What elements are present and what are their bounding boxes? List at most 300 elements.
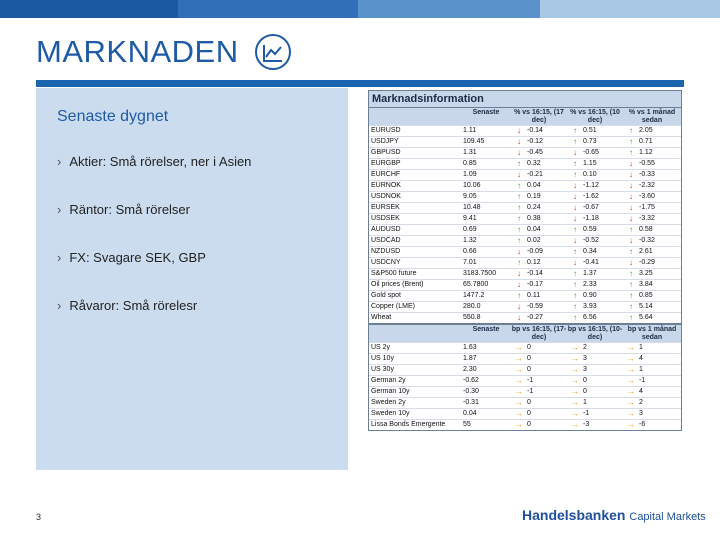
change-value: 0.19 — [527, 193, 541, 200]
latest-value: 1.87 — [463, 355, 477, 362]
arrow-up-icon: ↑ — [629, 302, 633, 311]
arrow-down-icon: ↓ — [517, 126, 521, 135]
latest-value: 280.0 — [463, 303, 481, 310]
arrow-down-icon: ↓ — [573, 236, 577, 245]
column-header — [369, 325, 461, 342]
change-cell — [567, 203, 623, 213]
instrument-name: Sweden 10y — [371, 410, 410, 417]
arrow-flat-icon: → — [627, 365, 635, 374]
change-value: 3.93 — [583, 303, 597, 310]
change-value: 0.32 — [527, 160, 541, 167]
change-value: 3.25 — [639, 270, 653, 277]
latest-value: 9.41 — [463, 215, 477, 222]
latest-value: -0.31 — [463, 399, 479, 406]
table-row — [369, 268, 681, 279]
latest-value: -0.62 — [463, 377, 479, 384]
change-value: 4 — [639, 388, 643, 395]
arrow-flat-icon: → — [515, 409, 523, 418]
column-header: bp vs 16:15, (17-dec) — [511, 326, 567, 341]
change-value: -0.65 — [583, 149, 599, 156]
latest-value: 1.32 — [463, 237, 477, 244]
arrow-flat-icon: → — [571, 365, 579, 374]
arrow-flat-icon: → — [571, 343, 579, 352]
arrow-flat-icon: → — [627, 354, 635, 363]
change-value: 1.12 — [639, 149, 653, 156]
latest-value: 0.66 — [463, 248, 477, 255]
change-value: 2 — [583, 344, 587, 351]
change-value: -2.32 — [639, 182, 655, 189]
change-value: -0.55 — [639, 160, 655, 167]
change-cell — [623, 258, 681, 268]
change-cell — [567, 387, 623, 397]
change-value: -0.32 — [639, 237, 655, 244]
arrow-up-icon: ↑ — [517, 236, 521, 245]
table-row — [369, 147, 681, 158]
change-value: 0 — [527, 355, 531, 362]
change-cell — [511, 225, 567, 235]
instrument-name: EURSEK — [371, 204, 400, 211]
top-bar-segment-3 — [358, 0, 540, 18]
change-value: -0.67 — [583, 204, 599, 211]
change-value: -0.41 — [583, 259, 599, 266]
change-cell — [511, 137, 567, 147]
table-row — [369, 224, 681, 235]
arrow-flat-icon: → — [571, 376, 579, 385]
change-value: 0 — [527, 399, 531, 406]
change-cell — [567, 365, 623, 375]
latest-value: 1.09 — [463, 171, 477, 178]
change-value: 5.14 — [639, 303, 653, 310]
change-cell — [511, 387, 567, 397]
arrow-down-icon: ↓ — [573, 192, 577, 201]
change-value: -0.33 — [639, 171, 655, 178]
table-row — [369, 191, 681, 202]
change-cell — [567, 376, 623, 386]
change-value: -6 — [639, 421, 646, 428]
arrow-up-icon: ↑ — [629, 126, 633, 135]
change-value: 3 — [583, 366, 587, 373]
change-value: 2.33 — [583, 281, 597, 288]
change-cell — [511, 258, 567, 268]
change-cell — [623, 159, 681, 169]
instrument-name: USDCAD — [371, 237, 401, 244]
change-cell — [511, 280, 567, 290]
table-row — [369, 125, 681, 136]
change-cell — [567, 354, 623, 364]
arrow-down-icon: ↓ — [517, 313, 521, 322]
arrow-flat-icon: → — [627, 387, 635, 396]
change-cell — [623, 269, 681, 279]
instrument-name: USDNOK — [371, 193, 401, 200]
change-cell — [567, 291, 623, 301]
change-value: -0.59 — [527, 303, 543, 310]
table-row — [369, 342, 681, 353]
change-cell — [511, 269, 567, 279]
handelsbanken-logo — [522, 507, 706, 523]
arrow-up-icon: ↑ — [573, 247, 577, 256]
arrow-up-icon: ↑ — [517, 214, 521, 223]
instrument-name: EURGBP — [371, 160, 401, 167]
change-value: -0.29 — [639, 259, 655, 266]
change-value: -1.62 — [583, 193, 599, 200]
change-value: 0 — [527, 421, 531, 428]
change-value: 1.37 — [583, 270, 597, 277]
change-cell — [623, 236, 681, 246]
table-row — [369, 202, 681, 213]
change-cell — [511, 203, 567, 213]
change-cell — [623, 225, 681, 235]
latest-value: -0.30 — [463, 388, 479, 395]
change-value: -0.09 — [527, 248, 543, 255]
change-cell — [567, 225, 623, 235]
change-cell — [511, 313, 567, 323]
latest-value: 1.63 — [463, 344, 477, 351]
change-cell — [623, 387, 681, 397]
arrow-up-icon: ↑ — [573, 159, 577, 168]
table-row — [369, 375, 681, 386]
table-row — [369, 386, 681, 397]
chevron-right-icon: › — [57, 298, 62, 313]
change-value: -1 — [639, 377, 646, 384]
arrow-flat-icon: → — [627, 409, 635, 418]
arrow-flat-icon: → — [571, 387, 579, 396]
change-cell — [623, 291, 681, 301]
arrow-up-icon: ↑ — [629, 313, 633, 322]
change-cell — [567, 137, 623, 147]
logo-sub: Capital Markets — [629, 511, 706, 523]
change-value: 0.90 — [583, 292, 597, 299]
latest-value: 1.31 — [463, 149, 477, 156]
column-header: % vs 16:15, (17 dec) — [514, 109, 564, 124]
table-row — [369, 246, 681, 257]
instrument-name: S&P500 future — [371, 270, 417, 277]
arrow-flat-icon: → — [571, 409, 579, 418]
column-header: Senaste — [472, 326, 500, 333]
change-cell — [623, 170, 681, 180]
column-header: bp vs 16:15, (10-dec) — [567, 326, 623, 341]
instrument-name: US 30y — [371, 366, 394, 373]
bullet-text: Aktier: Små rörelser, ner i Asien — [69, 154, 252, 169]
change-cell — [623, 398, 681, 408]
arrow-down-icon: ↓ — [629, 258, 633, 267]
change-value: 0.02 — [527, 237, 541, 244]
arrow-down-icon: ↓ — [517, 302, 521, 311]
arrow-up-icon: ↑ — [517, 291, 521, 300]
change-value: 0 — [583, 388, 587, 395]
arrow-down-icon: ↓ — [573, 214, 577, 223]
latest-value: 109.45 — [463, 138, 485, 145]
change-value: 6.56 — [583, 314, 597, 321]
arrow-up-icon: ↑ — [629, 247, 633, 256]
arrow-down-icon: ↓ — [517, 280, 521, 289]
arrow-down-icon: ↓ — [629, 181, 633, 190]
instrument-name: USDCNY — [371, 259, 401, 266]
arrow-up-icon: ↑ — [573, 291, 577, 300]
table-row — [369, 257, 681, 268]
change-value: 0 — [583, 377, 587, 384]
column-header: % vs 16:15, (10 dec) — [570, 109, 620, 124]
arrow-down-icon: ↓ — [573, 181, 577, 190]
table-row — [369, 235, 681, 246]
arrow-down-icon: ↓ — [517, 137, 521, 146]
column-header: % vs 1 månad sedan — [628, 109, 676, 124]
change-cell — [511, 148, 567, 158]
bullet-item — [57, 154, 251, 202]
change-cell — [567, 170, 623, 180]
change-cell — [623, 203, 681, 213]
change-value: 1 — [639, 344, 643, 351]
arrow-down-icon: ↓ — [629, 236, 633, 245]
change-cell — [623, 354, 681, 364]
change-cell — [511, 354, 567, 364]
summary-panel — [36, 88, 348, 470]
change-value: 0.11 — [527, 292, 541, 299]
change-cell — [511, 343, 567, 353]
arrow-up-icon: ↑ — [573, 225, 577, 234]
latest-value: 1477.2 — [463, 292, 485, 299]
change-value: -0.12 — [527, 138, 543, 145]
latest-value: 3183.7500 — [463, 270, 497, 277]
bullet-text: FX: Svagare SEK, GBP — [69, 250, 206, 265]
change-value: 0.58 — [639, 226, 653, 233]
change-value: -0.17 — [527, 281, 543, 288]
latest-value: 2.30 — [463, 366, 477, 373]
change-cell — [511, 192, 567, 202]
change-value: -0.45 — [527, 149, 543, 156]
arrow-up-icon: ↑ — [629, 137, 633, 146]
arrow-flat-icon: → — [627, 343, 635, 352]
latest-value: 550.8 — [463, 314, 481, 321]
arrow-flat-icon: → — [571, 420, 579, 429]
change-value: 0.51 — [583, 127, 597, 134]
change-value: 0.73 — [583, 138, 597, 145]
instrument-name: Oil prices (Brent) — [371, 281, 424, 288]
instrument-name: Wheat — [371, 314, 392, 321]
change-value: 0.04 — [527, 182, 541, 189]
table-header-row — [369, 323, 681, 342]
arrow-flat-icon: → — [571, 354, 579, 363]
page-number: 3 — [36, 512, 42, 522]
change-value: 4 — [639, 355, 643, 362]
arrow-up-icon: ↑ — [517, 181, 521, 190]
latest-value: 9.05 — [463, 193, 477, 200]
change-value: 0 — [527, 366, 531, 373]
arrow-flat-icon: → — [515, 387, 523, 396]
change-cell — [511, 214, 567, 224]
instrument-name: USDSEK — [371, 215, 400, 222]
change-value: 0.24 — [527, 204, 541, 211]
page-title: MARKNADEN — [36, 34, 239, 69]
change-value: 1 — [639, 366, 643, 373]
change-cell — [567, 214, 623, 224]
change-value: -3.60 — [639, 193, 655, 200]
instrument-name: EURCHF — [371, 171, 401, 178]
instrument-name: Copper (LME) — [371, 303, 415, 310]
arrow-down-icon: ↓ — [629, 214, 633, 223]
change-value: -3 — [583, 421, 590, 428]
arrow-up-icon: ↑ — [573, 280, 577, 289]
change-value: 0.04 — [527, 226, 541, 233]
arrow-up-icon: ↑ — [573, 302, 577, 311]
change-cell — [623, 247, 681, 257]
change-value: -3.32 — [639, 215, 655, 222]
latest-value: 0.85 — [463, 160, 477, 167]
change-value: 0.38 — [527, 215, 541, 222]
change-cell — [623, 420, 681, 430]
summary-bullets — [57, 154, 251, 346]
arrow-flat-icon: → — [627, 420, 635, 429]
arrow-up-icon: ↑ — [573, 137, 577, 146]
change-value: 5.64 — [639, 314, 653, 321]
column-header: bp vs 1 månad sedan — [627, 326, 677, 341]
change-value: 3.84 — [639, 281, 653, 288]
instrument-name: Lissa Bonds Emergente — [371, 421, 446, 428]
instrument-name: NZDUSD — [371, 248, 401, 255]
top-bar-segment-2 — [178, 0, 358, 18]
bullet-text: Råvaror: Små rörelesr — [69, 298, 198, 313]
change-cell — [511, 409, 567, 419]
title-area — [36, 32, 293, 72]
change-cell — [567, 420, 623, 430]
arrow-flat-icon: → — [515, 420, 523, 429]
change-cell — [623, 280, 681, 290]
change-cell — [511, 302, 567, 312]
arrow-up-icon: ↑ — [517, 203, 521, 212]
change-cell — [623, 137, 681, 147]
arrow-flat-icon: → — [627, 398, 635, 407]
change-value: -0.21 — [527, 171, 543, 178]
instrument-name: USDJPY — [371, 138, 399, 145]
instrument-name: Gold spot — [371, 292, 401, 299]
arrow-up-icon: ↑ — [573, 170, 577, 179]
arrow-flat-icon: → — [515, 398, 523, 407]
arrow-flat-icon: → — [515, 376, 523, 385]
chevron-right-icon: › — [57, 154, 62, 169]
arrow-down-icon: ↓ — [517, 148, 521, 157]
change-cell — [511, 181, 567, 191]
change-cell — [623, 343, 681, 353]
arrow-down-icon: ↓ — [573, 203, 577, 212]
change-cell — [623, 214, 681, 224]
bullet-item — [57, 202, 251, 250]
latest-value: 7.01 — [463, 259, 477, 266]
arrow-up-icon: ↑ — [629, 291, 633, 300]
arrow-up-icon: ↑ — [517, 225, 521, 234]
arrow-down-icon: ↓ — [573, 148, 577, 157]
top-bar-segment-1 — [0, 0, 178, 18]
table-row — [369, 136, 681, 147]
table-row — [369, 397, 681, 408]
change-value: 1 — [583, 399, 587, 406]
change-value: 0.85 — [639, 292, 653, 299]
arrow-up-icon: ↑ — [629, 225, 633, 234]
change-cell — [511, 398, 567, 408]
change-cell — [623, 409, 681, 419]
arrow-flat-icon: → — [515, 365, 523, 374]
market-info-title: Marknadsinformation — [369, 91, 681, 107]
table-row — [369, 364, 681, 375]
change-cell — [567, 313, 623, 323]
arrow-up-icon: ↑ — [573, 313, 577, 322]
table-row — [369, 158, 681, 169]
change-value: 0.34 — [583, 248, 597, 255]
arrow-up-icon: ↑ — [629, 280, 633, 289]
arrow-down-icon: ↓ — [573, 258, 577, 267]
change-cell — [567, 280, 623, 290]
arrow-up-icon: ↑ — [517, 159, 521, 168]
change-value: 3 — [583, 355, 587, 362]
change-value: -1 — [527, 388, 534, 395]
change-cell — [511, 291, 567, 301]
change-cell — [623, 302, 681, 312]
change-cell — [511, 420, 567, 430]
change-cell — [567, 159, 623, 169]
chevron-right-icon: › — [57, 250, 62, 265]
change-cell — [567, 409, 623, 419]
change-value: 3 — [639, 410, 643, 417]
latest-value: 0.04 — [463, 410, 477, 417]
change-value: 0.59 — [583, 226, 597, 233]
column-header — [369, 108, 461, 125]
latest-value: 55 — [463, 421, 471, 428]
change-cell — [511, 159, 567, 169]
change-cell — [567, 269, 623, 279]
change-value: -1 — [527, 377, 534, 384]
arrow-up-icon: ↑ — [629, 148, 633, 157]
change-cell — [567, 258, 623, 268]
change-cell — [623, 126, 681, 136]
change-cell — [623, 192, 681, 202]
change-value: -0.14 — [527, 270, 543, 277]
change-cell — [511, 236, 567, 246]
chart-line-icon — [253, 32, 293, 72]
change-cell — [623, 365, 681, 375]
instrument-name: GBPUSD — [371, 149, 401, 156]
change-cell — [567, 126, 623, 136]
change-cell — [567, 343, 623, 353]
change-cell — [567, 247, 623, 257]
change-value: 2.61 — [639, 248, 653, 255]
arrow-flat-icon: → — [515, 343, 523, 352]
table-row — [369, 169, 681, 180]
change-cell — [511, 247, 567, 257]
instrument-name: US 10y — [371, 355, 394, 362]
arrow-down-icon: ↓ — [517, 247, 521, 256]
title-rule — [36, 80, 684, 87]
top-bar-segment-4 — [540, 0, 720, 18]
instrument-name: Sweden 2y — [371, 399, 406, 406]
arrow-up-icon: ↑ — [573, 269, 577, 278]
change-value: -1.75 — [639, 204, 655, 211]
change-value: -0.14 — [527, 127, 543, 134]
arrow-down-icon: ↓ — [629, 203, 633, 212]
arrow-down-icon: ↓ — [629, 170, 633, 179]
instrument-name: EURUSD — [371, 127, 401, 134]
change-cell — [567, 181, 623, 191]
table-row — [369, 312, 681, 323]
change-value: 0.12 — [527, 259, 541, 266]
bullet-item — [57, 298, 251, 346]
arrow-up-icon: ↑ — [573, 126, 577, 135]
arrow-down-icon: ↓ — [517, 170, 521, 179]
latest-value: 10.48 — [463, 204, 481, 211]
change-cell — [623, 313, 681, 323]
logo-main: Handelsbanken — [522, 507, 626, 523]
market-info-table — [368, 90, 682, 431]
change-value: 0 — [527, 410, 531, 417]
instrument-name: German 2y — [371, 377, 406, 384]
change-cell — [567, 302, 623, 312]
